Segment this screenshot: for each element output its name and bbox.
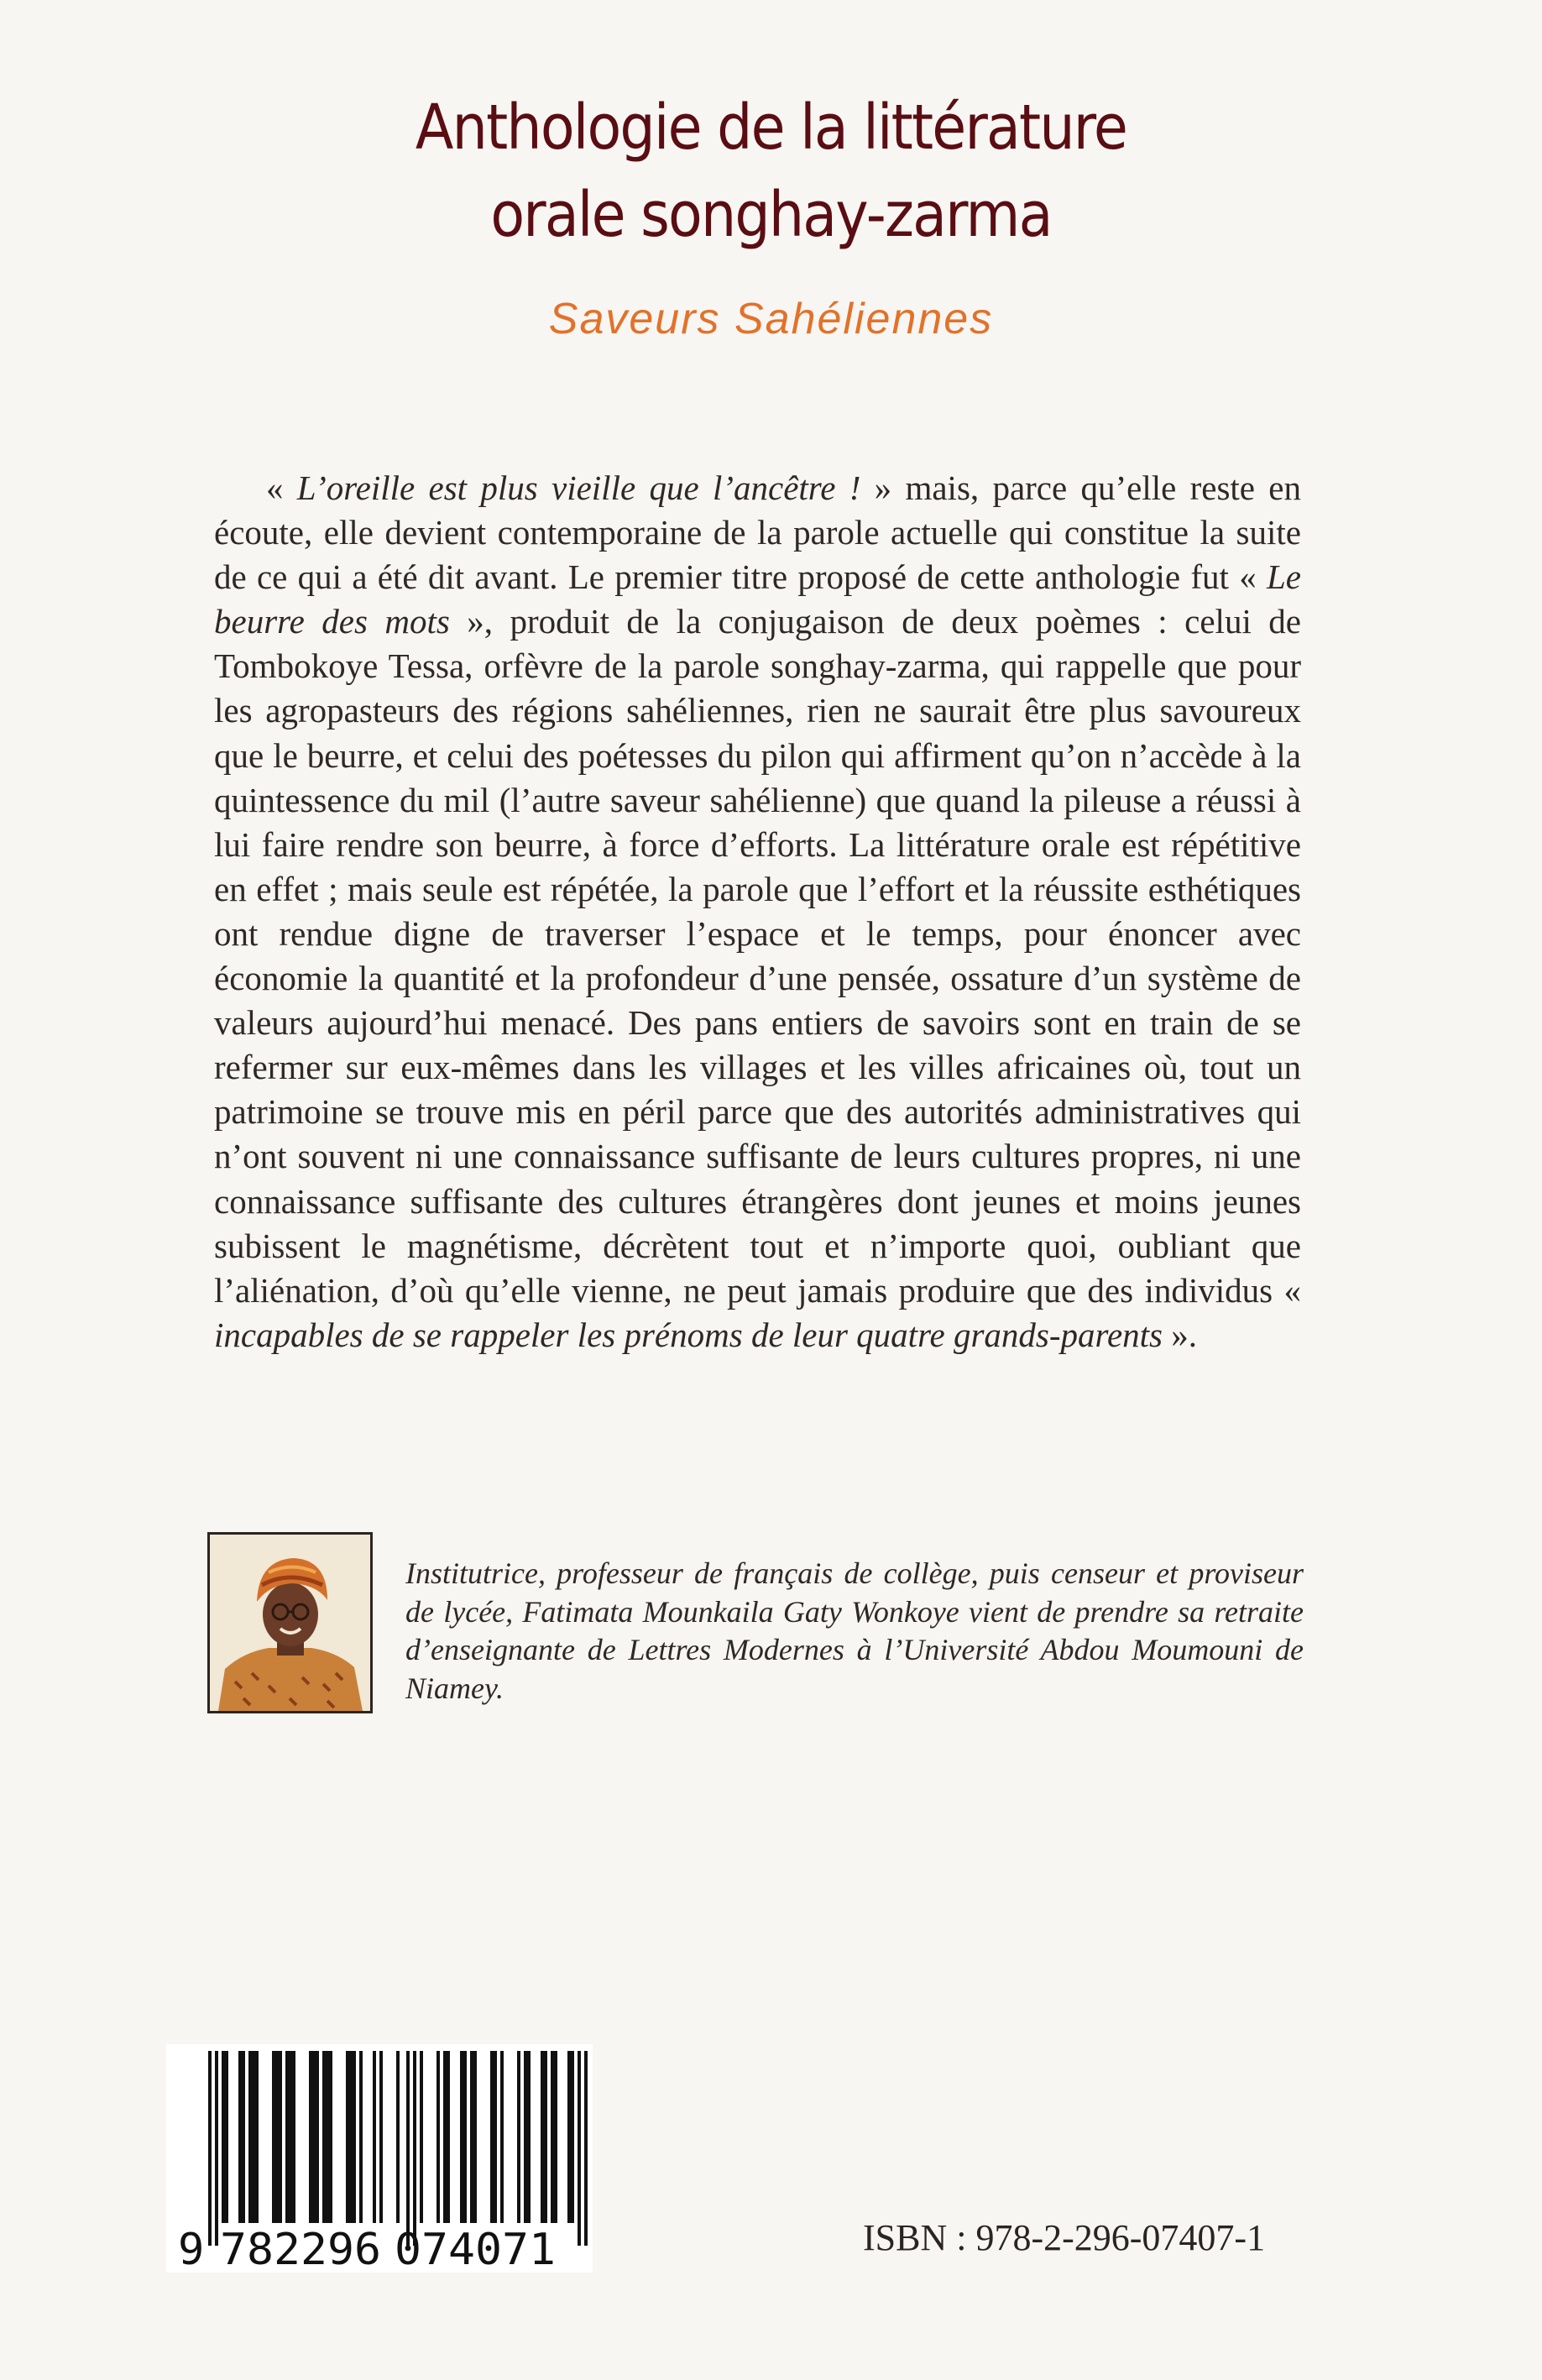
book-title (77, 84, 1465, 259)
author-bio (405, 1555, 1304, 1708)
barcode-bar (215, 2051, 218, 2246)
blurb-segment: ». (1163, 1315, 1198, 1354)
blurb-paragraph (214, 466, 1301, 1357)
book-title-line-2: orale songhay-zarma (490, 179, 1052, 251)
barcode-bar (248, 2051, 259, 2223)
blurb-segment: » mais, parce qu’elle reste en écoute, elle devient contemporaine de la parole actuelle qui constitue la suite de ce qui a été dit avant. Le premier titre proposé de cette anthologie fut « (214, 468, 1301, 597)
barcode-bar (359, 2051, 363, 2223)
barcode-bar (222, 2051, 228, 2223)
barcode-bar (272, 2051, 282, 2223)
barcode-bar (517, 2051, 520, 2223)
barcode-bar (208, 2051, 212, 2246)
barcode-bar (436, 2051, 440, 2223)
barcode (166, 2044, 593, 2273)
barcode-bar (584, 2051, 588, 2246)
book-subtitle: Saveurs Sahéliennes (548, 295, 994, 343)
barcode-bar (238, 2051, 245, 2223)
barcode-bar (541, 2051, 547, 2223)
barcode-bar (379, 2051, 383, 2223)
barcode-bar (500, 2051, 504, 2223)
barcode-bar (420, 2051, 423, 2223)
blurb-segment: », produit de la conjugaison de deux poèmes : celui de Tombokoye Tessa, orfèvre de la parole songhay-zarma, qui rappelle que pour les agropasteurs des régions sahéliennes, rien ne saurait être plus savoureux que le beurre, et celui des poétesses du pilon qui affirment qu’on n’accède à la quintessence du mil (l’autre saveur sahélienne) que quand la pileuse a réussi à lui faire rendre son beurre, à force d’efforts. La littérature orale est répétitive en effet ; mais seule est répétée, la parole que l’effort et la réussite esthétiques ont rendue digne de traverser l’espace et le temps, pour énoncer avec économie la quantité et la profondeur d’une pensée, ossature d’un système de valeurs aujourd’hui menacé. Des pans entiers de savoirs sont en train de se refermer sur eux-mêmes dans les villages et les villes africaines où, tout un patrimoine se trouve mis en péril parce que des autorités administratives qui n’ont souvent ni une connaissance suffisante de leurs cultures propres, ni une connaissance suffisante des cultures étrangères dont jeunes et moins jeunes subissent le magnétisme, décrètent tout et n’importe quoi, oubliant que l’aliénation, d’où qu’elle vienne, ne peut jamais produire que des individus « (214, 602, 1301, 1310)
barcode-bar (470, 2051, 477, 2223)
book-title-line-1: Anthologie de la littérature (415, 92, 1127, 164)
blurb-quote-butter: Le beurre des mots (214, 557, 1301, 641)
blurb-segment: « (266, 468, 297, 507)
barcode-bar (406, 2051, 410, 2246)
barcode-bar (322, 2051, 332, 2223)
barcode-digits-group-2: 074071 (395, 2225, 556, 2273)
barcode-bar (567, 2051, 574, 2223)
barcode-bar (346, 2051, 356, 2223)
author-portrait-icon (210, 1535, 370, 1711)
barcode-bar (490, 2051, 497, 2223)
barcode-bar (443, 2051, 450, 2223)
author-bio-text: Institutrice, professeur de français de collège, puis censeur et proviseur de lycée, Fatimata Mounkaila Gaty Wonkoye vient de prendre sa retraite d’enseignante de Lettres Modernes à l’Université Abdou Moumouni de Niamey. (405, 1556, 1304, 1705)
blurb-quote-grandparents: incapables de se rappeler les prénoms de leur quatre grands-parents (214, 1315, 1163, 1354)
barcode-bar (285, 2051, 295, 2223)
barcode-digit-first: 9 (178, 2225, 205, 2273)
barcode-bar (373, 2051, 376, 2223)
barcode-bar (460, 2051, 467, 2223)
barcode-bar (551, 2051, 557, 2223)
blurb-quote-ear: L’oreille est plus vieille que l’ancêtre ! (296, 468, 861, 507)
barcode-digits-group-1: 782296 (220, 2225, 381, 2273)
barcode-graphic (166, 2044, 593, 2273)
barcode-bar (578, 2051, 581, 2246)
blurb-text (214, 466, 1301, 1357)
isbn-label: ISBN : 978-2-296-07407-1 (863, 2217, 1266, 2258)
barcode-bar (309, 2051, 319, 2223)
barcode-bar (524, 2051, 531, 2223)
barcode-bar (396, 2051, 400, 2223)
barcode-bar (413, 2051, 416, 2246)
author-portrait-photo (207, 1532, 373, 1713)
